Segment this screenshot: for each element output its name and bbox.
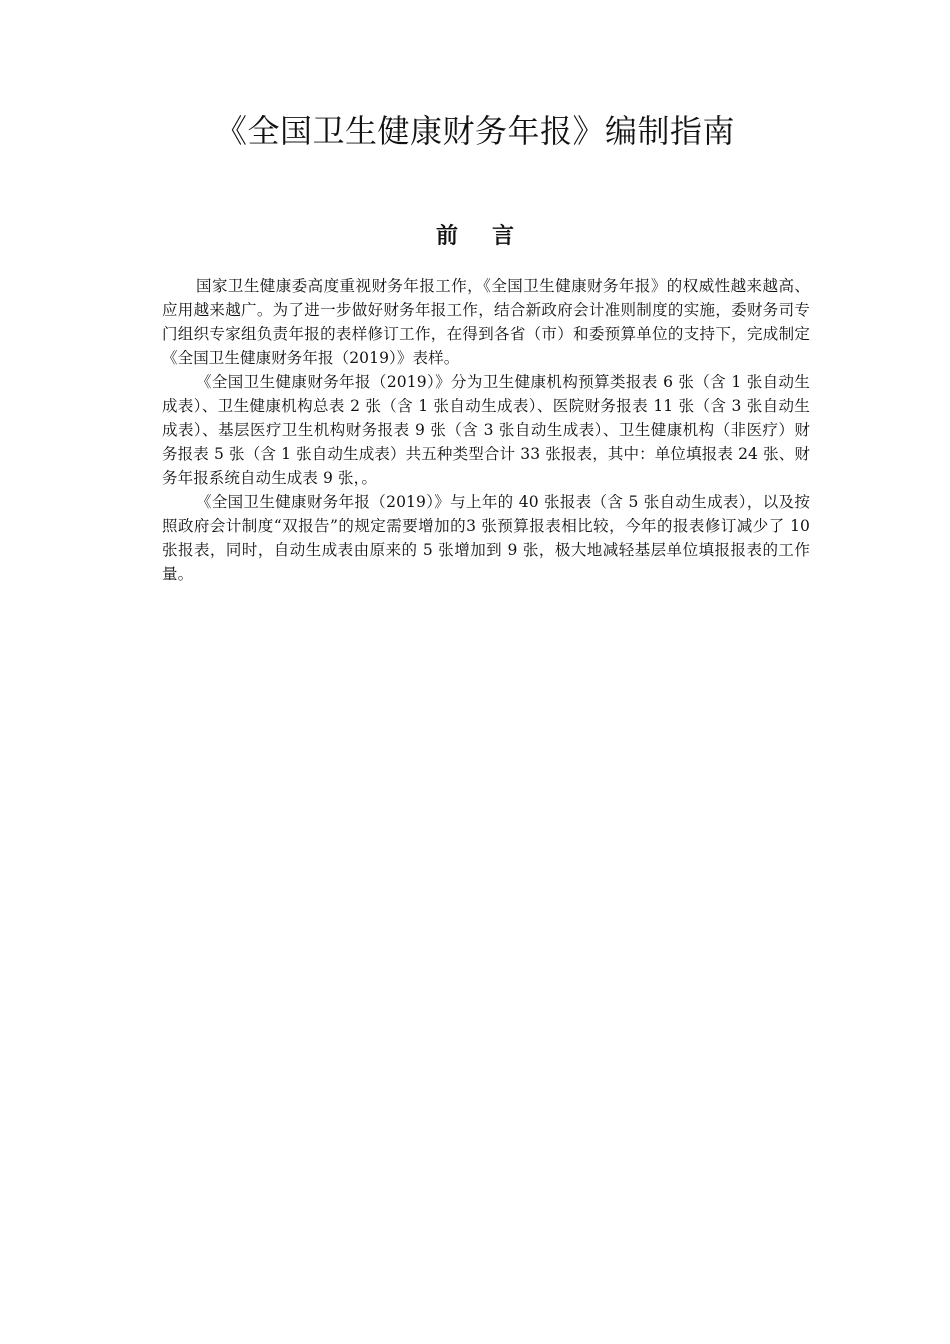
section-heading-preface: 前言: [435, 223, 548, 250]
document-title: 《全国卫生健康财务年报》编制指南: [214, 112, 735, 151]
preface-paragraph-1: 国家卫生健康委高度重视财务年报工作，《全国卫生健康财务年报》的权威性越来越高、应用越来越广。为了进一步做好财务年报工作，结合新政府会计准则制度的实施，委财务司专门组织专家组负责年报的表样修订工作，在得到各省（市）和委预算单位的支持下，完成制定《全国卫生健康财务年报（2019）》表样。: [162, 277, 810, 367]
preface-paragraph-2: 《全国卫生健康财务年报（2019）》分为卫生健康机构预算类报表 6 张（含 1 张自动生成表）、卫生健康机构总表 2 张（含 1 张自动生成表）、医院财务报表 11 张（含 3 张自动生成表）、基层医疗卫生机构财务报表 9 张（含 3 张自动生成表）、卫生健康机构（非医疗）财务报表 5 张（含 1 张自动生成表）共五种类型合计 33 张报表，其中：单位填报表 24 张、财务年报系统自动生成表 9 张，。: [162, 373, 810, 487]
preface-body: [162, 274, 810, 586]
preface-paragraph-3: 《全国卫生健康财务年报（2019）》与上年的 40 张报表（含 5 张自动生成表），以及按照政府会计制度“双报告”的规定需要增加的3 张预算报表相比较，今年的报表修订减少了 10 张报表，同时，自动生成表由原来的 5 张增加到 9 张，极大地减轻基层单位填报报表的工作量。: [162, 493, 810, 583]
